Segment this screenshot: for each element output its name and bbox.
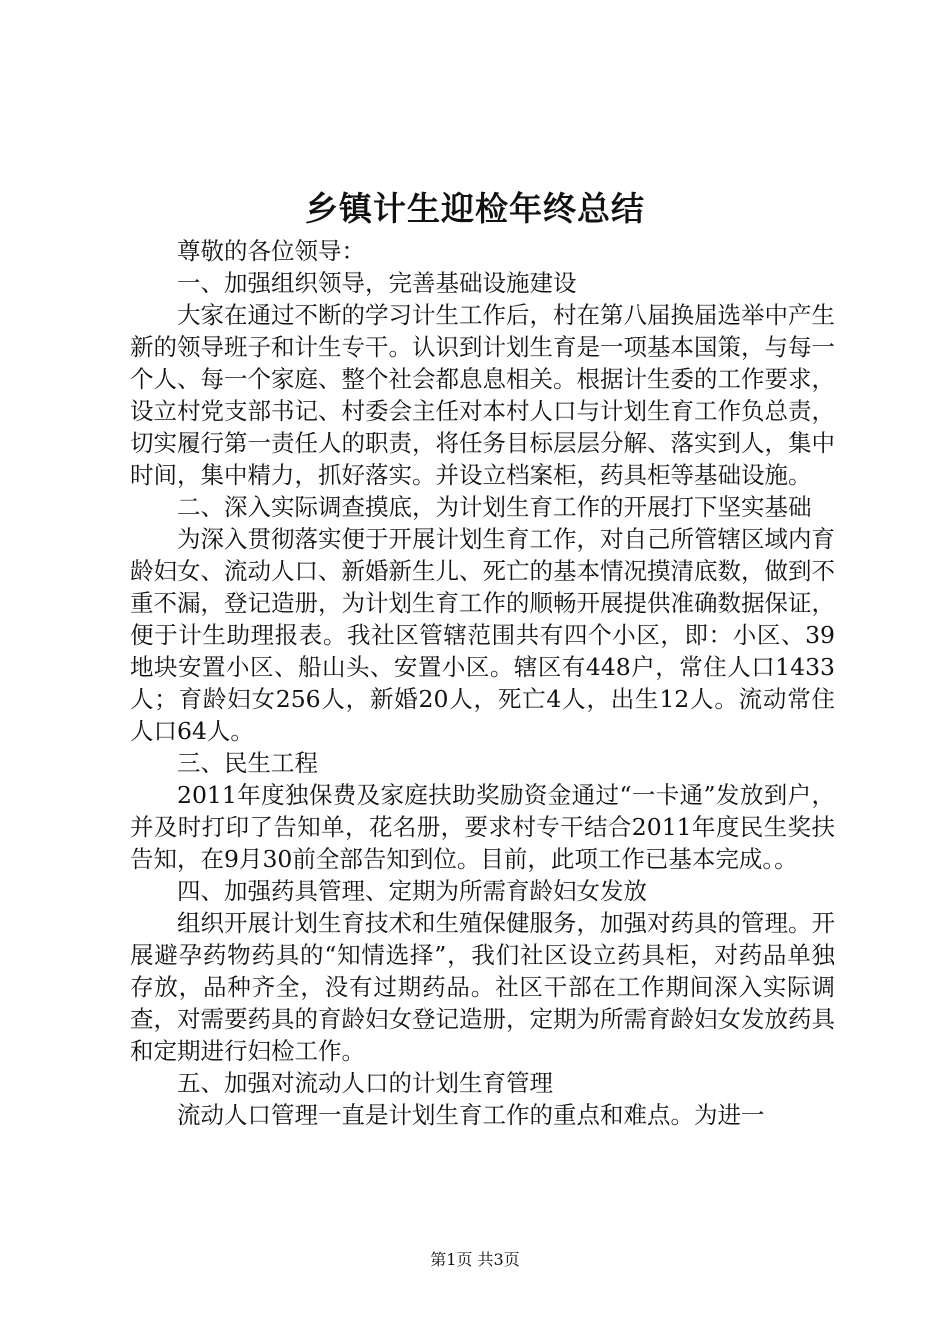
section-heading-4: 四、加强药具管理、定期为所需育龄妇女发放 — [177, 877, 647, 905]
section-heading-5: 五、加强对流动人口的计划生育管理 — [177, 1069, 553, 1097]
document-body — [130, 235, 835, 1131]
page-footer: 第1页 共3页 — [430, 1250, 520, 1269]
paragraph: 2011年度独保费及家庭扶助奖励资金通过“一卡通”发放到户，并及时打印了告知单，花名册，要求村专干结合2011年度民生奖扶告知，在9月30前全部告知到位。目前，此项工作已基本完成。。 — [130, 781, 835, 873]
paragraph: 大家在通过不断的学习计生工作后，村在第八届换届选举中产生新的领导班子和计生专干。认识到计划生育是一项基本国策，与每一个人、每一个家庭、整个社会都息息相关。根据计生委的工作要求，设立村党支部书记、村委会主任对本村人口与计划生育工作负总责，切实履行第一责任人的职责，将任务目标层层分解、落实到人，集中时间，集中精力，抓好落实。并设立档案柜，药具柜等基础设施。 — [130, 301, 835, 489]
paragraph: 为深入贯彻落实便于开展计划生育工作，对自己所管辖区域内育龄妇女、流动人口、新婚新生儿、死亡的基本情况摸清底数，做到不重不漏，登记造册，为计划生育工作的顺畅开展提供准确数据保证，便于计生助理报表。我社区管辖范围共有四个小区，即：小区、39地块安置小区、船山头、安置小区。辖区有448户，常住人口1433人；育龄妇女256人，新婚20人，死亡4人，出生12人。流动常住人口64人。 — [130, 525, 835, 745]
section-heading-1: 一、加强组织领导，完善基础设施建设 — [177, 269, 577, 297]
paragraph: 流动人口管理一直是计划生育工作的重点和难点。为进一 — [177, 1101, 765, 1129]
page-title: 乡镇计生迎检年终总结 — [305, 189, 645, 228]
section-heading-2: 二、深入实际调查摸底，为计划生育工作的开展打下坚实基础 — [177, 493, 812, 521]
paragraph: 组织开展计划生育技术和生殖保健服务，加强对药具的管理。开展避孕药物药具的“知情选择”，我们社区设立药具柜，对药品单独存放，品种齐全，没有过期药品。社区干部在工作期间深入实际调查，对需要药具的育龄妇女登记造册，定期为所需育龄妇女发放药具和定期进行妇检工作。 — [130, 909, 835, 1065]
section-heading-3: 三、民生工程 — [177, 749, 318, 777]
salutation: 尊敬的各位领导： — [177, 237, 365, 265]
